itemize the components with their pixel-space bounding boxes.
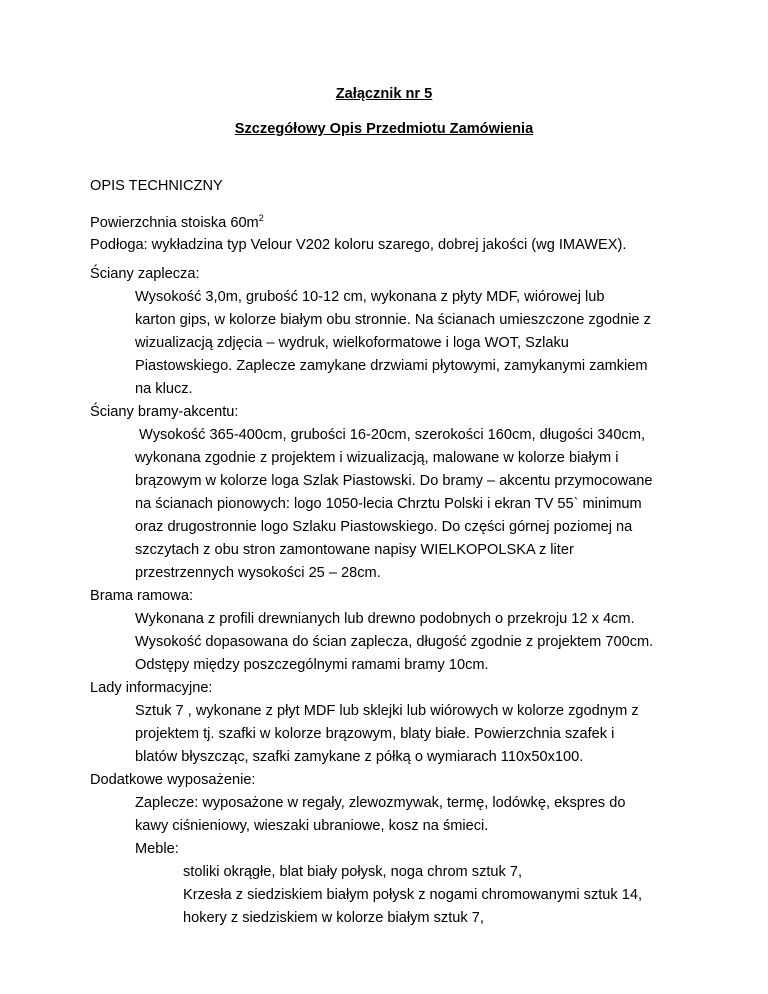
stand-area-exponent: 2 (258, 213, 264, 223)
furniture-item: hokery z siedziskiem w kolorze białym sztuk 7, (183, 910, 484, 926)
counters-line: blatów błyszcząc, szafki zamykane z półką o wymiarach 110x50x100. (135, 749, 584, 765)
frame-gate-heading: Brama ramowa: (90, 588, 193, 604)
equipment-line: kawy ciśnieniowy, wieszaki ubraniowe, kosz na śmieci. (135, 818, 489, 834)
floor-spec: Podłoga: wykładzina typ Velour V202 koloru szarego, dobrej jakości (wg IMAWEX). (90, 237, 627, 253)
back-walls-line: Wysokość 3,0m, grubość 10-12 cm, wykonana z płyty MDF, wiórowej lub (135, 289, 605, 305)
gate-walls-line: brązowym w kolorze loga Szlak Piastowski. Do bramy – akcentu przymocowane (135, 473, 653, 489)
gate-walls-line: przestrzennych wysokości 25 – 28cm. (135, 565, 381, 581)
gate-walls-heading: Ściany bramy-akcentu: (90, 404, 239, 420)
frame-gate-line: Wysokość dopasowana do ścian zaplecza, długość zgodnie z projektem 700cm. (135, 634, 654, 650)
gate-walls-line: oraz drugostronnie logo Szlaku Piastowskiego. Do części górnej poziomej na (135, 519, 633, 535)
frame-gate-line: Wykonana z profili drewnianych lub drewno podobnych o przekroju 12 x 4cm. (135, 611, 635, 627)
counters-line: Sztuk 7 , wykonane z płyt MDF lub sklejki lub wiórowych w kolorze zgodnym z (135, 703, 639, 719)
stand-area-text: Powierzchnia stoiska 60m (90, 215, 259, 231)
section-title: OPIS TECHNICZNY (90, 178, 223, 194)
equipment-heading: Dodatkowe wyposażenie: (90, 772, 256, 788)
gate-walls-line: wykonana zgodnie z projektem i wizualizacją, malowane w kolorze białym i (135, 450, 619, 466)
stand-area (90, 212, 264, 234)
counters-heading: Lady informacyjne: (90, 680, 213, 696)
frame-gate-line: Odstępy między poszczególnymi ramami bramy 10cm. (135, 657, 489, 673)
attachment-title: Załącznik nr 5 (335, 86, 433, 102)
back-walls-line: wizualizacją zdjęcia – wydruk, wielkoformatowe i loga WOT, Szlaku (135, 335, 569, 351)
back-walls-line: karton gips, w kolorze białym obu stronnie. Na ścianach umieszczone zgodnie z (135, 312, 651, 328)
counters-line: projektem tj. szafki w kolorze brązowym, blaty białe. Powierzchnia szafek i (135, 726, 615, 742)
back-walls-line: Piastowskiego. Zaplecze zamykane drzwiami płytowymi, zamykanymi zamkiem (135, 358, 648, 374)
back-walls-line: na klucz. (135, 381, 193, 397)
back-walls-heading: Ściany zaplecza: (90, 266, 200, 282)
equipment-line: Zaplecze: wyposażone w regały, zlewozmywak, termę, lodówkę, ekspres do (135, 795, 626, 811)
document-subtitle: Szczegółowy Opis Przedmiotu Zamówienia (234, 121, 534, 137)
furniture-item: stoliki okrągłe, blat biały połysk, noga chrom sztuk 7, (183, 864, 523, 880)
gate-walls-line: szczytach z obu stron zamontowane napisy WIELKOPOLSKA z liter (135, 542, 574, 558)
furniture-item: Krzesła z siedziskiem białym połysk z nogami chromowanymi sztuk 14, (183, 887, 643, 903)
furniture-heading: Meble: (135, 841, 179, 857)
gate-walls-line: Wysokość 365-400cm, grubości 16-20cm, szerokości 160cm, długości 340cm, (135, 427, 646, 443)
gate-walls-line: na ścianach pionowych: logo 1050-lecia Chrztu Polski i ekran TV 55` minimum (135, 496, 642, 512)
